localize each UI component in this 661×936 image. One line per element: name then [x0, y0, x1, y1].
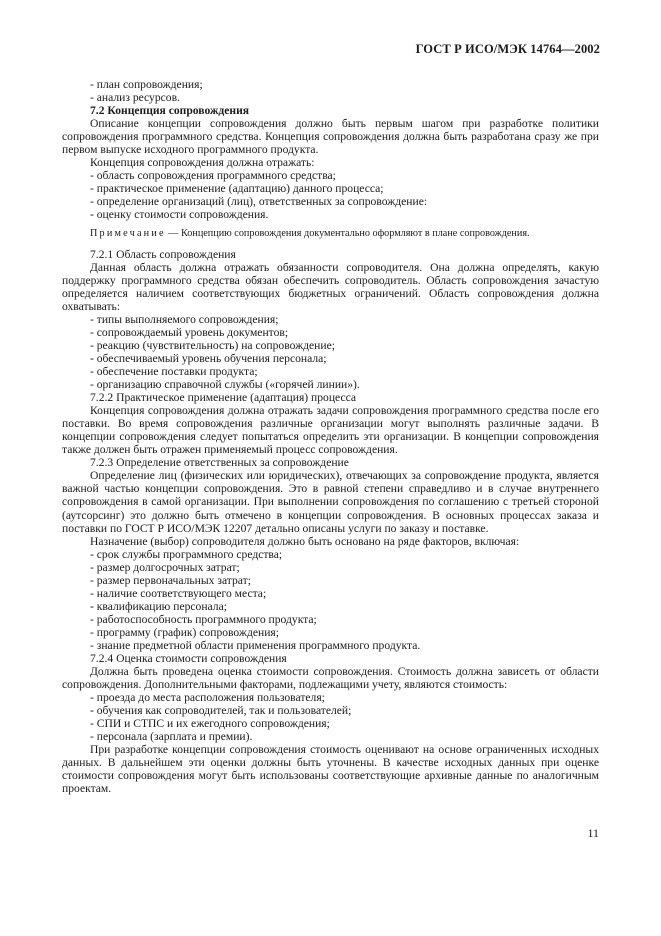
indented-line: 7.2.1 Область сопровождения — [90, 247, 236, 261]
list-item: - организацию справочной службы («горячей линии»). — [90, 378, 360, 392]
list-item: - обучения как сопроводителей, так и пользователей; — [90, 704, 352, 718]
indented-line: 7.2.3 Определение ответственных за сопровождение — [90, 456, 349, 470]
list-item: - обеспечиваемый уровень обучения персонала; — [90, 351, 327, 365]
paragraph: Концепция сопровождения должна отражать задачи сопровождения программного средства после его поставки. Во время сопровождения различные организации могут выполнять различные задачи. В концепции сопровождения следует попытаться определить эти организации. В концепции сопровождения также должен быть отражен применяемый процесс сопровождения. — [62, 404, 599, 457]
indented-line: Назначение (выбор) сопроводителя должно быть основано на ряде факторов, включая: — [90, 534, 520, 548]
page-header: ГОСТ Р ИСО/МЭК 14764—2002 — [415, 42, 600, 56]
indented-line: 7.2.2 Практическое применение (адаптация) процесса — [90, 391, 357, 405]
page-number: 11 — [587, 826, 599, 840]
paragraph: Данная область должна отражать обязанности сопроводителя. Она должна определять, какую поддержку программного средства обязан обеспечить сопроводитель. Область сопровождения зачастую определяется наличием соответствующих бюджетных ограничений. Область сопровождения должна охватывать: — [62, 260, 599, 313]
list-item: - обеспечение поставки продукта; — [90, 364, 258, 378]
list-item: - определение организаций (лиц), ответственных за сопровождение: — [90, 195, 428, 209]
note — [62, 227, 599, 240]
list-item: - работоспособность программного продукта; — [90, 612, 317, 626]
list-item: - область сопровождения программного средства; — [90, 169, 336, 183]
list-item: - программу (график) сопровождения; — [90, 625, 279, 639]
paragraph: Определение лиц (физических или юридических), отвечающих за сопровождение продукта, является важной частью концепции сопровождения. Это в равной степени справедливо и в случае внутреннего сопровождения в самой организации. При выполнении сопровождения по соглашению с третьей стороной (аутсорсинг) это должно быть отмечено в концепции сопровождения. В основных процессах заказа и поставки по ГОСТ Р ИСО/МЭК 12207 детально описаны услуги по заказу и поставке. — [62, 469, 599, 535]
list-item: - оценку стоимости сопровождения. — [90, 208, 269, 222]
list-item: - типы выполняемого сопровождения; — [90, 312, 279, 326]
document-body — [62, 78, 599, 796]
paragraph: Описание концепции сопровождения должно быть первым шагом при разработке политики сопровождения программного средства. Концепция сопровождения должна быть разработана сразу же при первом выпуске исходного программного продукта. — [62, 117, 599, 157]
list-item: - сопровождаемый уровень документов; — [90, 325, 289, 339]
list-item: - практическое применение (адаптацию) данного процесса; — [90, 182, 384, 196]
list-item: - анализ ресурсов. — [90, 91, 180, 105]
note-text: — Концепцию сопровождения документально оформляют в плане сопровождения. — [165, 227, 530, 239]
list-item: - квалификацию персонала; — [90, 599, 227, 613]
list-item: - персонала (зарплата и премии). — [90, 730, 253, 744]
list-item: - проезда до места расположения пользователя; — [90, 691, 325, 705]
indented-line: 7.2.4 Оценка стоимости сопровождения — [90, 652, 287, 666]
list-item: - знание предметной области применения программного продукта. — [90, 638, 421, 652]
list-item: - план сопровождения; — [90, 78, 203, 91]
list-item: - СПИ и СТПС и их ежегодного сопровождения; — [90, 717, 330, 731]
section-heading: 7.2 Концепция сопровождения — [90, 104, 250, 118]
list-item: - размер первоначальных затрат; — [90, 573, 251, 587]
list-item: - реакцию (чувствительность) на сопровождение; — [90, 338, 335, 352]
list-item: - срок службы программного средства; — [90, 547, 283, 561]
indented-line: Концепция сопровождения должна отражать: — [90, 156, 315, 170]
paragraph: При разработке концепции сопровождения стоимость оценивают на основе ограниченных исходных данных. В дальнейшем эти оценки должны быть уточнены. В качестве исходных данных при оценке стоимости сопровождения могут быть использованы соответствующие архивные данные по аналогичным проектам. — [62, 743, 599, 796]
paragraph: Должна быть проведена оценка стоимости сопровождения. Стоимость должна зависеть от области сопровождения. Дополнительными факторами, подлежащими учету, являются стоимость: — [62, 665, 599, 692]
note-label: Примечание — [90, 227, 166, 239]
list-item: - наличие соответствующего места; — [90, 586, 267, 600]
list-item: - размер долгосрочных затрат; — [90, 560, 240, 574]
